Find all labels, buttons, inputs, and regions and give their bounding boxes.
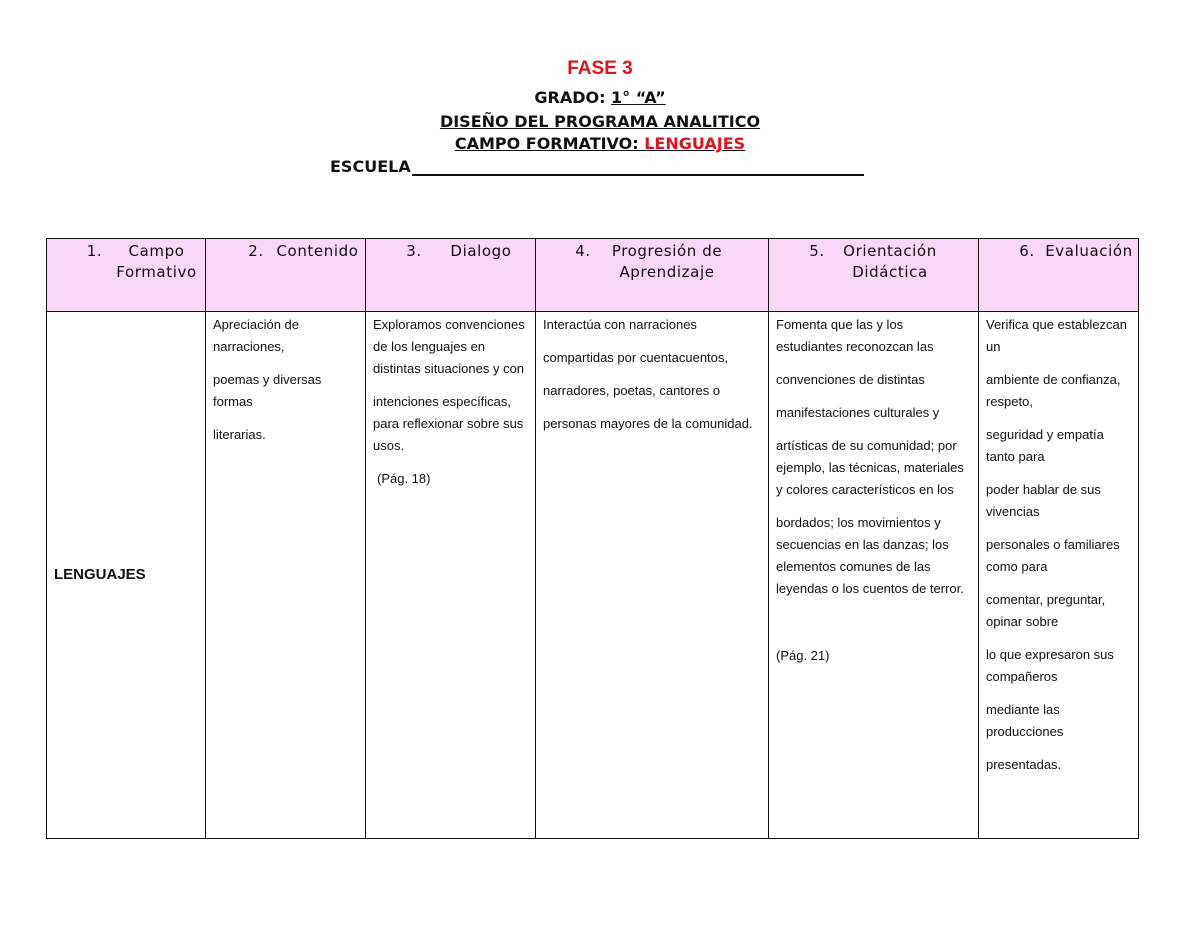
evaluacion-line: presentadas. [986, 757, 1062, 772]
contenido-line: Apreciación de narraciones, [213, 317, 299, 354]
header-text: Dialogo [450, 242, 512, 260]
orientacion-line: manifestaciones culturales y [776, 405, 940, 420]
table-header-row [47, 239, 1139, 312]
header-dialogo [366, 239, 536, 312]
school-blank-line [412, 158, 864, 176]
evaluacion-line: personales o familiares como para [986, 537, 1120, 574]
header-text: Progresión de Aprendizaje [611, 242, 723, 281]
header-num: 5. [809, 242, 825, 260]
contenido-line: poemas y diversas formas [213, 372, 322, 409]
school-line [330, 157, 864, 176]
contenido-line: literarias. [213, 427, 266, 442]
header-text: Orientación Didáctica [843, 242, 937, 281]
dialogo-line: Exploramos convenciones de los lenguajes en distintas situaciones y con [373, 317, 525, 376]
page-reference: (Pág. 18) [377, 471, 431, 486]
evaluacion-line: poder hablar de sus vivencias [986, 482, 1101, 519]
evaluacion-line: lo que expresaron sus compañeros [986, 647, 1114, 684]
grade-label: GRADO: [534, 88, 612, 107]
grade-value: 1° “A” [611, 88, 666, 107]
progresion-line: Interactúa con narraciones [543, 317, 697, 332]
formative-field-value: LENGUAJES [644, 134, 746, 153]
header-text: Campo Formativo [116, 242, 197, 281]
header-num: 3. [406, 242, 422, 260]
header-progresion [536, 239, 769, 312]
evaluacion-line: seguridad y empatía tanto para [986, 427, 1104, 464]
dialogo-line: intenciones específicas, para reflexionar sobre sus usos. [373, 394, 524, 453]
orientacion-line: artísticas de su comunidad; por ejemplo, las técnicas, materiales y colores característicos en los [776, 438, 964, 497]
table-row [47, 312, 1139, 839]
campo-cell: LENGUAJES [47, 312, 206, 839]
contenido-cell [206, 312, 366, 839]
evaluacion-cell [979, 312, 1139, 839]
header-num: 4. [575, 242, 591, 260]
school-label: ESCUELA [330, 157, 411, 176]
orientacion-line: Fomenta que las y los estudiantes reconozcan las [776, 317, 934, 354]
evaluacion-line: ambiente de confianza, respeto, [986, 372, 1121, 409]
evaluacion-line: comentar, preguntar, opinar sobre [986, 592, 1106, 629]
progresion-cell [536, 312, 769, 839]
formative-field-label: CAMPO FORMATIVO: [454, 134, 645, 153]
progresion-line: narradores, poetas, cantores o [543, 383, 721, 398]
header-num: 2. [248, 242, 264, 260]
program-title: DISEÑO DEL PROGRAMA ANALITICO [439, 112, 761, 131]
dialogo-cell [366, 312, 536, 839]
evaluacion-line: Verifica que establezcan un [986, 317, 1127, 354]
header-campo-formativo [47, 239, 206, 312]
page-reference: (Pág. 21) [776, 648, 830, 663]
orientacion-line: convenciones de distintas [776, 372, 925, 387]
header-contenido [206, 239, 366, 312]
header-evaluacion [979, 239, 1139, 312]
grade-line [0, 88, 1200, 107]
orientacion-line: bordados; los movimientos y secuencias en las danzas; los elementos comunes de las leyendas o los cuentos de terror. [776, 515, 964, 596]
header-num: 1. [86, 242, 103, 260]
phase-title: FASE 3 [567, 58, 633, 79]
header-num: 6. [1019, 242, 1035, 260]
evaluacion-line: mediante las producciones [986, 702, 1064, 739]
progresion-line: compartidas por cuentacuentos, [543, 350, 728, 365]
header-orientacion [769, 239, 979, 312]
header-text: Evaluación [1045, 242, 1133, 260]
formative-field-line [0, 134, 1200, 153]
header-text: Contenido [276, 242, 359, 260]
analytic-program-table [46, 238, 1139, 839]
progresion-line: personas mayores de la comunidad. [543, 416, 753, 431]
orientacion-cell [769, 312, 979, 839]
